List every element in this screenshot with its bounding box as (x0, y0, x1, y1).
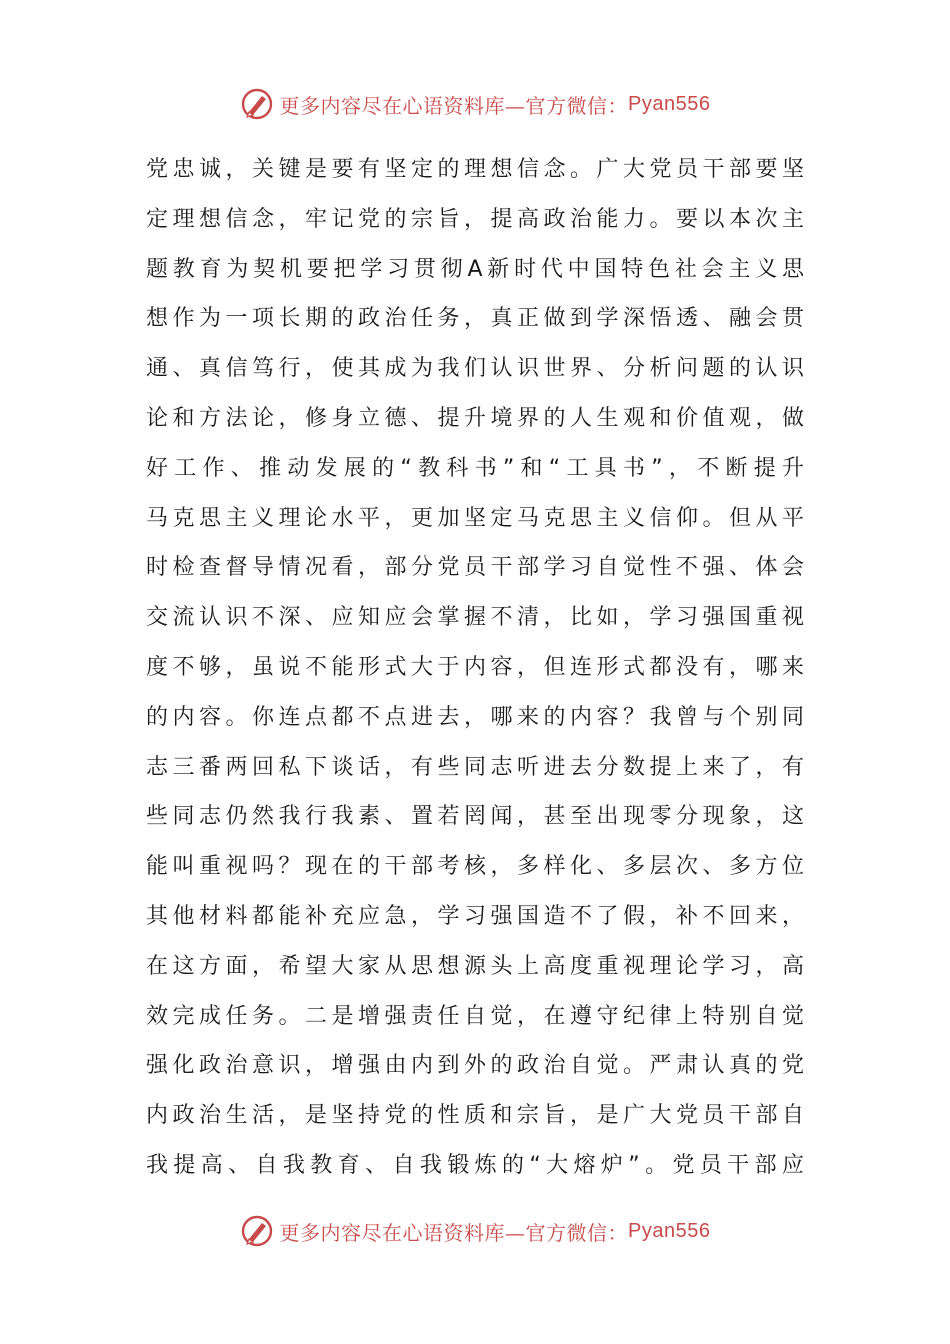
text-line: 通、真信笃行，使其成为我们认识世界、分析问题的认识 (146, 356, 806, 382)
watermark-site-text: 更多内容尽在心语资料库—官方微信： (279, 93, 629, 118)
text-line: 好工作、推动发展的“教科书”和“工具书”，不断提升 (146, 455, 806, 481)
text-line: 我提高、自我教育、自我锻炼的“大熔炉”。党员干部应 (146, 1152, 806, 1178)
watermark-wechat-id: Pyan556 (628, 1219, 711, 1242)
text-line: 时检查督导情况看，部分党员干部学习自觉性不强、体会 (146, 555, 806, 581)
pen-seal-icon (240, 87, 274, 121)
text-line: 其他材料都能补充应急，学习强国造不了假，补不回来， (146, 903, 806, 929)
text-line: 马克思主义理论水平，更加坚定马克思主义信仰。但从平 (146, 505, 806, 531)
text-line: 交流认识不深、应知应会掌握不清，比如，学习强国重视 (146, 605, 806, 631)
watermark-banner-top (0, 84, 950, 124)
document-body (146, 145, 806, 1191)
text-line: 题教育为契机要把学习贯彻A新时代中国特色社会主义思 (146, 256, 806, 282)
text-line: 强化政治意识，增强由内到外的政治自觉。严肃认真的党 (146, 1053, 806, 1079)
watermark-wechat-id: Pyan556 (628, 92, 711, 115)
watermark-site-text: 更多内容尽在心语资料库—官方微信： (279, 1220, 629, 1245)
text-line: 效完成任务。二是增强责任自觉，在遵守纪律上特别自觉 (146, 1003, 806, 1029)
text-line: 的内容。你连点都不点进去，哪来的内容？我曾与个别同 (146, 704, 806, 730)
text-line: 论和方法论，修身立德、提升境界的人生观和价值观，做 (146, 405, 806, 431)
pen-seal-icon (240, 1214, 274, 1248)
watermark-banner-bottom (0, 1211, 950, 1251)
text-line: 党忠诚，关键是要有坚定的理想信念。广大党员干部要坚 (146, 157, 806, 182)
text-line: 想作为一项长期的政治任务，真正做到学深悟透、融会贯 (146, 306, 806, 332)
text-line: 些同志仍然我行我素、置若罔闻，甚至出现零分现象，这 (146, 804, 806, 830)
text-line: 内政治生活，是坚持党的性质和宗旨，是广大党员干部自 (146, 1103, 806, 1129)
text-line: 度不够，虽说不能形式大于内容，但连形式都没有，哪来 (146, 654, 806, 680)
text-line: 定理想信念，牢记党的宗旨，提高政治能力。要以本次主 (146, 206, 806, 232)
text-line: 能叫重视吗？现在的干部考核，多样化、多层次、多方位 (146, 854, 806, 880)
text-line: 志三番两回私下谈话，有些同志听进去分数提上来了，有 (146, 754, 806, 780)
text-line: 在这方面，希望大家从思想源头上高度重视理论学习，高 (146, 953, 806, 979)
